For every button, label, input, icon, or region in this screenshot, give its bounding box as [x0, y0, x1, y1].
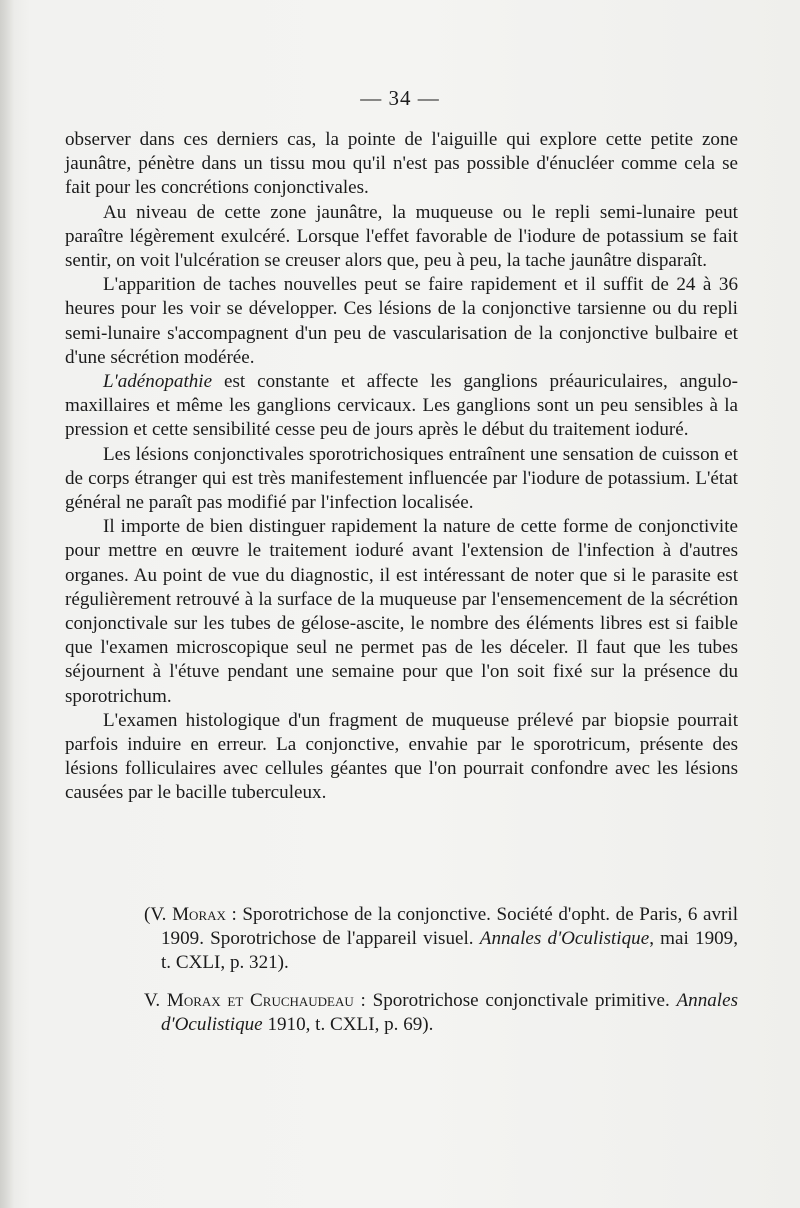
reference-text: : Sporotrichose de la conjonctive. Société d'opht. de Paris, 6 avril 1909. Sporotrichose de l'appareil visuel.: [161, 904, 739, 950]
reference-journal: Annales d'Oculistique: [479, 928, 650, 950]
paragraph: L'examen histologique d'un fragment de muqueuse prélevé par biopsie pourrait parfois induire en erreur. La conjonctive, envahie par le sporotricum, présente des lésions folliculaires avec cellules géantes que l'on pourrait confondre avec les lésions causées par le bacille tuberculeux.: [65, 709, 738, 804]
paragraph: observer dans ces derniers cas, la pointe de l'aiguille qui explore cette petite zone jaunâtre, pénètre dans un tissu mou qu'il n'est pas possible d'énucléer comme cela se fait pour les concrétions conjonctivales.: [65, 129, 738, 199]
paragraph: Au niveau de cette zone jaunâtre, la muqueuse ou le repli semi-lunaire peut paraître légèrement exulcéré. Lorsque l'effet favorable de l'iodure de potassium se fait sentir, on voit l'ulcération se creuser alors que, peu à peu, la tache jaunâtre disparaît.: [65, 201, 738, 272]
paragraph: [65, 370, 738, 443]
italic-term: L'adénopathie: [103, 371, 213, 393]
paragraph: L'apparition de taches nouvelles peut se faire rapidement et il suffit de 24 à 36 heures pour les voir se développer. Ces lésions de la conjonctive tarsienne ou du repli semi-lunaire s'accompagnent d'un peu de vascularisation de la conjonctive bulbaire et d'une sécrétion modérée.: [65, 274, 738, 368]
reference-author: Morax: [172, 904, 226, 925]
body-text: [65, 128, 738, 806]
reference-journal: Annales d'Oculistique: [161, 989, 739, 1035]
reference-prefix: V.: [144, 989, 167, 1011]
reference-prefix: (V.: [144, 904, 173, 925]
reference: [144, 903, 738, 976]
reference-text: 1910, t. CXLI, p. 69).: [262, 1013, 434, 1035]
reference-text: , mai 1909, t. CXLI, p. 321).: [161, 928, 738, 974]
paragraph: Il importe de bien distinguer rapidement la nature de cette forme de conjonctivite pour mettre en œuvre le traitement ioduré avant l'extension de l'infection à d'autres organes. Au point de vue du diagnostic, il est intéressant de noter que si le parasite est régulièrement retrouvé à la surface de la muqueuse par l'ensemencement de la sécrétion conjonctivale sur les tubes de gélose-ascite, le nombre des éléments libres est si faible que l'examen microscopique seul ne permet pas de les déceler. Il faut que les tubes séjournent à l'étuve pendant une semaine pour que l'on soit fixé sur la présence du sporotrichum.: [65, 516, 738, 707]
page-number: — 34 —: [360, 86, 440, 110]
page-edge-shadow: [0, 0, 14, 1208]
paragraph: Les lésions conjonctivales sporotrichosiques entraînent une sensation de cuisson et de corps étranger qui est très manifestement influencée par l'iodure de potassium. L'état général ne paraît pas modifié par l'infection localisée.: [65, 443, 738, 514]
reference: [144, 989, 738, 1037]
reference-author: Morax et Cruchaudeau: [166, 989, 354, 1011]
references: [144, 903, 738, 1050]
paragraph-text: est constante et affecte les ganglions préauriculaires, angulo-maxillaires et même les ganglions cervicaux. Les ganglions sont un peu sensibles à la pression et cette sensibilité cesse peu de jours après le début du traitement ioduré.: [65, 371, 738, 441]
reference-text: : Sporotrichose conjonctivale primitive.: [353, 989, 677, 1011]
